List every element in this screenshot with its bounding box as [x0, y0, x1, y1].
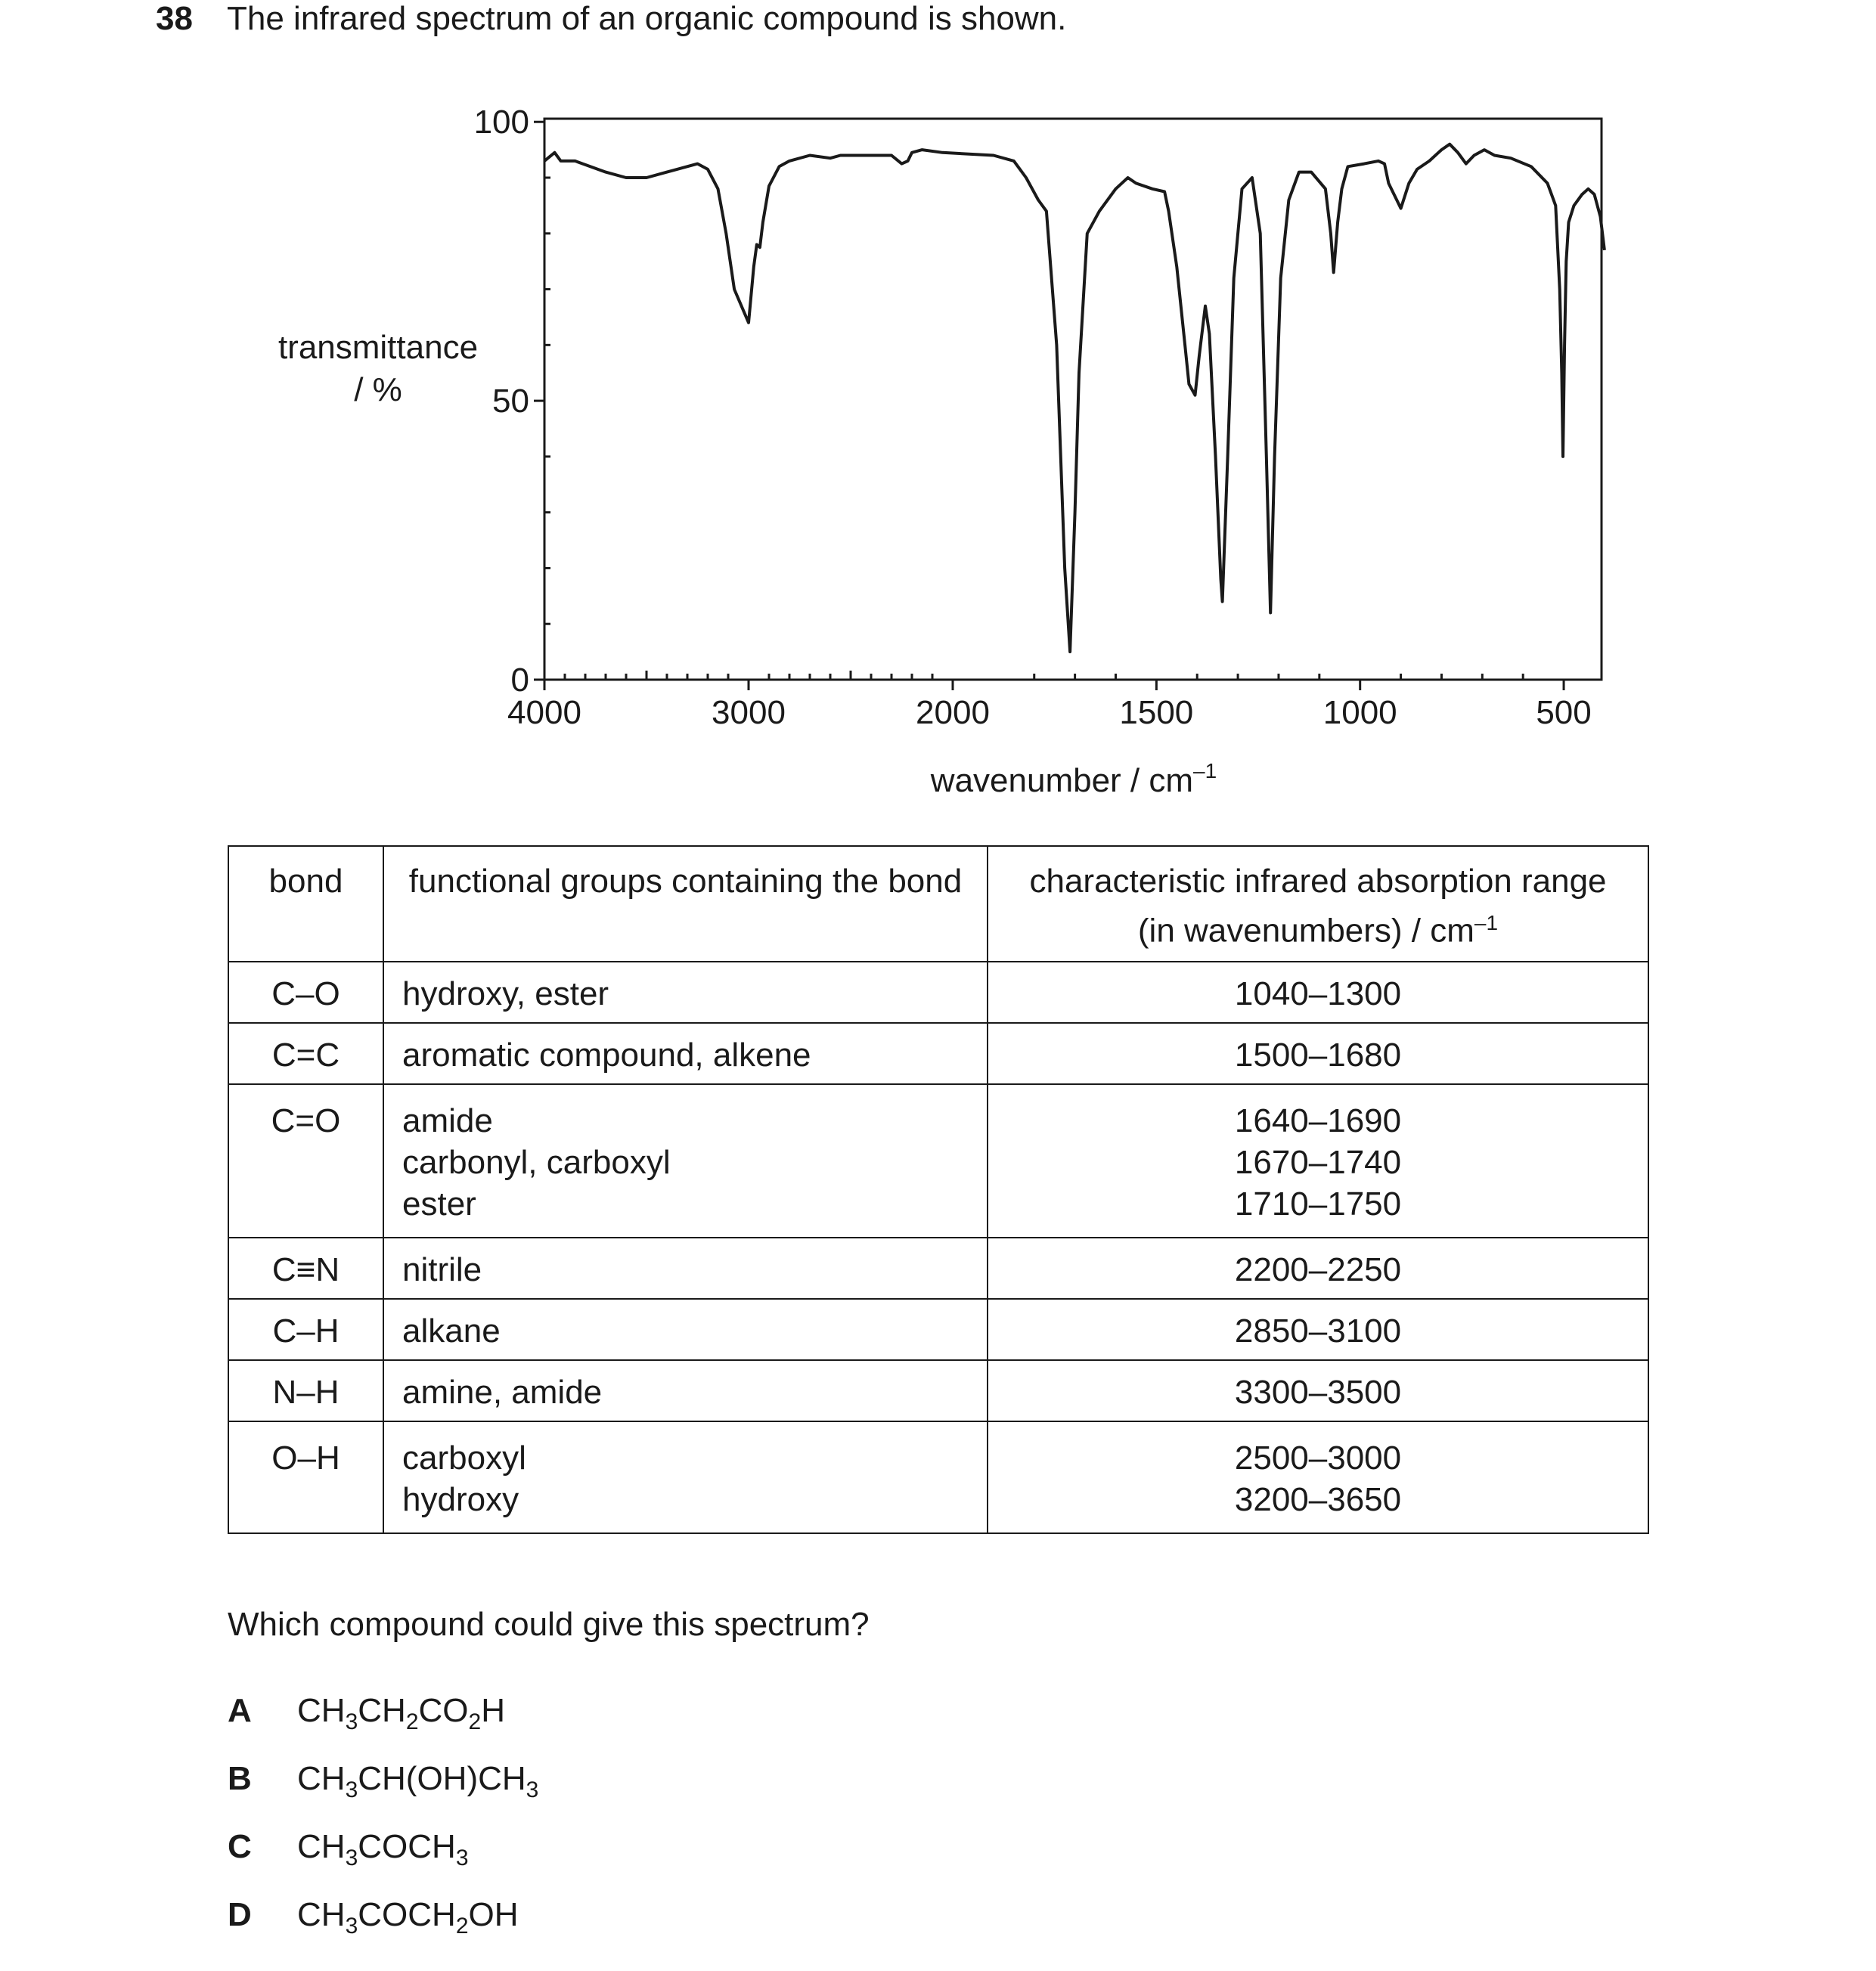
formula-subscript: 3 [455, 1845, 469, 1870]
table-row [228, 1360, 1648, 1421]
option-formula [297, 1896, 519, 1938]
formula-text: CH [297, 1896, 346, 1933]
absorption-range-text: 1040–1300 [1234, 975, 1402, 1012]
option-letter: D [228, 1896, 252, 1933]
y-axis-label-line2: / % [354, 371, 402, 408]
formula-text: CH [297, 1760, 346, 1797]
functional-group-text: alkane [402, 1312, 501, 1350]
formula-subscript: 2 [468, 1709, 482, 1734]
absorption-range-text: 3200–3650 [1234, 1480, 1402, 1518]
formula-text: OH [468, 1896, 519, 1933]
formula-text: CH [358, 1692, 406, 1729]
absorption-range-cell [988, 1023, 1648, 1084]
option-a[interactable] [228, 1692, 505, 1737]
ir-spectrum-chart [0, 0, 1876, 824]
formula-text: CH [297, 1692, 346, 1729]
x-tick-label: 1000 [1323, 694, 1397, 731]
functional-groups-cell [383, 1238, 988, 1299]
functional-group-text: amine, amide [402, 1373, 603, 1411]
absorption-range-text: 2500–3000 [1234, 1439, 1402, 1477]
y-tick-label: 0 [510, 662, 529, 699]
formula-subscript: 3 [526, 1777, 539, 1802]
absorption-range-cell [988, 1084, 1648, 1238]
header-absorption-range [988, 846, 1648, 962]
functional-group-text: aromatic compound, alkene [402, 1036, 811, 1074]
y-axis-label-line1: transmittance [278, 329, 479, 366]
table-row [228, 1084, 1648, 1238]
functional-group-text: amide [402, 1102, 493, 1139]
table-row [228, 1299, 1648, 1360]
functional-groups-cell [383, 962, 988, 1023]
option-formula [297, 1760, 539, 1802]
functional-groups-cell [383, 1023, 988, 1084]
absorption-range-text: 1710–1750 [1234, 1185, 1402, 1223]
formula-text: CH [297, 1828, 346, 1865]
question-number: 38 [156, 0, 193, 37]
bond-cell: C–H [228, 1299, 383, 1360]
header-functional-groups: functional groups containing the bond [383, 846, 988, 962]
table-row [228, 962, 1648, 1023]
functional-group-text: nitrile [402, 1250, 482, 1288]
functional-group-text: ester [402, 1185, 476, 1223]
x-axis-label: wavenumber / $cm^{-1}$ [930, 759, 1217, 799]
functional-groups-cell [383, 1299, 988, 1360]
bond-cell: O–H [228, 1421, 383, 1533]
functional-group-text: carboxyl [402, 1439, 526, 1477]
formula-subscript: 2 [405, 1709, 419, 1734]
question-prompt: Which compound could give this spectrum? [228, 1606, 870, 1643]
x-tick-label: 2000 [916, 694, 990, 731]
bond-cell: C–O [228, 962, 383, 1023]
absorption-range-text: 2850–3100 [1234, 1312, 1402, 1350]
option-c[interactable] [228, 1828, 469, 1873]
option-b[interactable] [228, 1760, 538, 1805]
x-tick-label: 4000 [507, 694, 581, 731]
formula-text: COCH [358, 1896, 456, 1933]
table-row [228, 1238, 1648, 1299]
spectrum-series-line [544, 144, 1605, 652]
header-range-line2: (in wavenumbers) / $cm^{-1}$ [1137, 911, 1499, 950]
formula-subscript: 3 [345, 1709, 358, 1734]
option-d[interactable] [228, 1896, 519, 1942]
formula-subscript: 2 [455, 1914, 469, 1938]
bond-cell: C≡N [228, 1238, 383, 1299]
absorption-range-cell [988, 1421, 1648, 1533]
formula-subscript: 3 [345, 1777, 358, 1802]
x-tick-label: 3000 [712, 694, 786, 731]
absorption-range-cell [988, 1238, 1648, 1299]
bond-cell: N–H [228, 1360, 383, 1421]
formula-text: CO [418, 1692, 469, 1729]
absorption-range-text: 1500–1680 [1234, 1036, 1402, 1074]
y-tick-label: 100 [473, 104, 529, 141]
formula-text: H [481, 1692, 505, 1729]
functional-group-text: carbonyl, carboxyl [402, 1143, 671, 1181]
table-header-row [228, 846, 1648, 962]
bond-absorption-table [228, 845, 1649, 1534]
y-tick-label: 50 [492, 383, 529, 420]
bond-cell: C=O [228, 1084, 383, 1238]
functional-groups-cell [383, 1084, 988, 1238]
option-letter: B [228, 1760, 252, 1797]
option-formula [297, 1828, 469, 1870]
functional-groups-cell [383, 1421, 988, 1533]
table-row [228, 1421, 1648, 1533]
bond-cell: C=C [228, 1023, 383, 1084]
functional-group-text: hydroxy [402, 1480, 519, 1518]
header-bond: bond [228, 846, 383, 962]
absorption-range-text: 1670–1740 [1234, 1143, 1402, 1181]
absorption-range-cell [988, 1299, 1648, 1360]
absorption-range-text: 3300–3500 [1234, 1373, 1402, 1411]
formula-text: CH(OH)CH [358, 1760, 526, 1797]
functional-groups-cell [383, 1360, 988, 1421]
formula-text: COCH [358, 1828, 456, 1865]
functional-group-text: hydroxy, ester [402, 975, 609, 1012]
formula-subscript: 3 [345, 1845, 358, 1870]
absorption-range-text: 1640–1690 [1234, 1102, 1402, 1139]
option-formula [297, 1692, 505, 1734]
table-row [228, 1023, 1648, 1084]
formula-subscript: 3 [345, 1914, 358, 1938]
absorption-range-cell [988, 962, 1648, 1023]
absorption-range-cell [988, 1360, 1648, 1421]
x-tick-label: 500 [1536, 694, 1592, 731]
x-tick-label: 1500 [1119, 694, 1194, 731]
question-text: The infrared spectrum of an organic compound is shown. [227, 0, 1067, 37]
option-letter: C [228, 1828, 252, 1865]
absorption-range-text: 2200–2250 [1234, 1250, 1402, 1288]
header-range-line1: characteristic infrared absorption range [1029, 863, 1607, 900]
option-letter: A [228, 1692, 252, 1729]
